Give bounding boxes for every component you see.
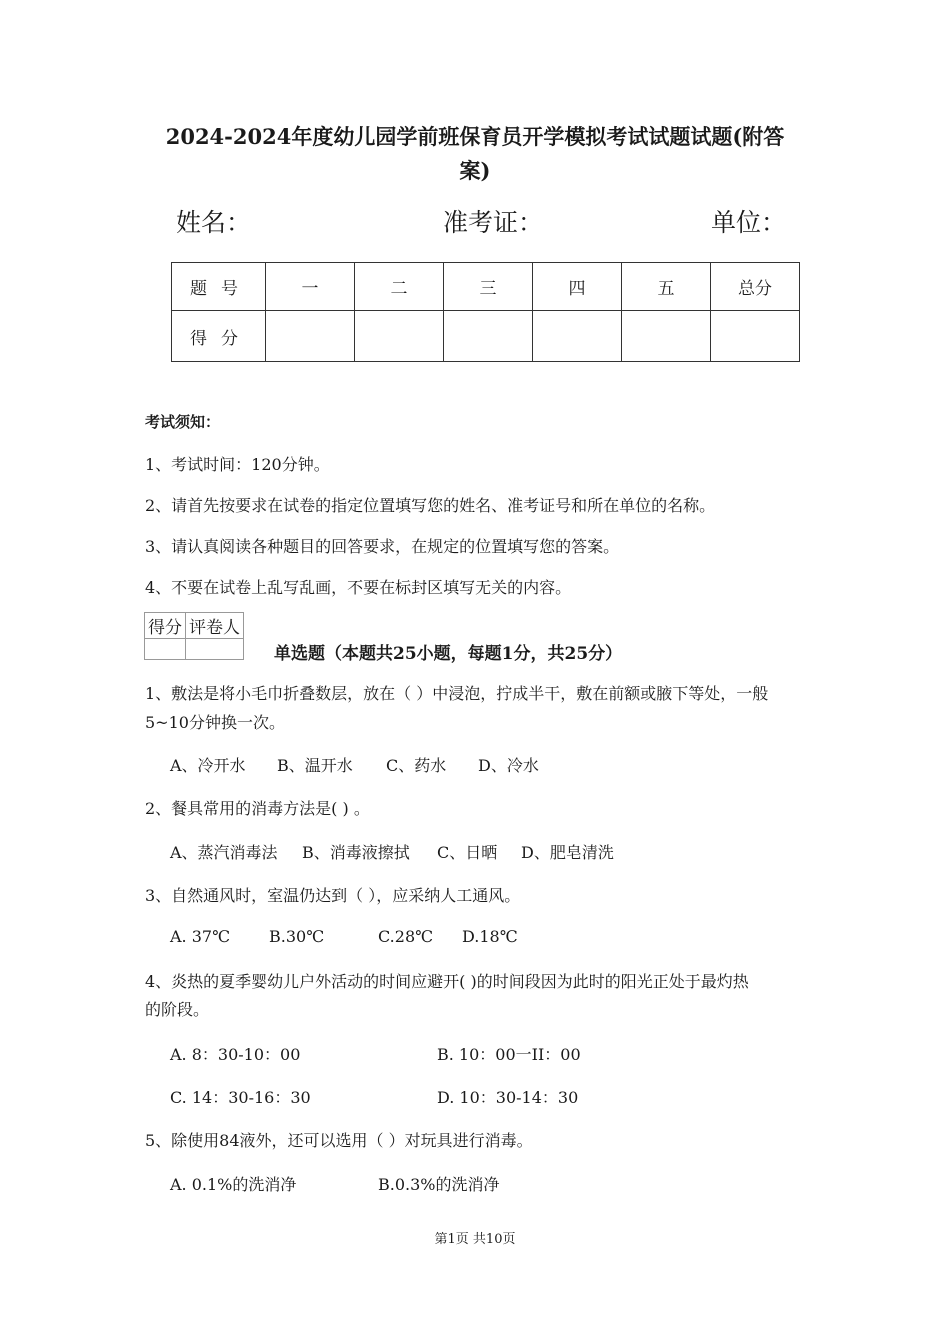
question-text: 5、除使用84液外，还可以选用（ ）对玩具进行消毒。 — [145, 1131, 533, 1150]
score-table — [171, 262, 800, 362]
score-cell-2[interactable] — [355, 311, 444, 362]
notice-item: 4、不要在试卷上乱写乱画，不要在标封区填写无关的内容。 — [145, 578, 572, 597]
question-text-continued: 的阶段。 — [145, 1000, 210, 1019]
page-footer: 第1页 共10页 — [434, 1232, 516, 1247]
question-option: D. 10：30-14：30 — [437, 1088, 579, 1107]
section-title: 单选题（本题共25小题，每题1分，共25分） — [274, 644, 623, 664]
question-text: 2、餐具常用的消毒方法是( ) 。 — [145, 799, 370, 818]
question-option: A. 37℃ — [170, 927, 230, 946]
score-cell-3[interactable] — [444, 311, 533, 362]
score-table-col: 三 — [444, 263, 533, 311]
question-option: D、肥皂清洗 — [521, 843, 614, 862]
question-option: B.0.3%的洗消净 — [378, 1175, 500, 1194]
grader-box — [144, 612, 244, 660]
question-option: C. 14：30-16：30 — [170, 1088, 311, 1107]
score-table-col: 二 — [355, 263, 444, 311]
question-option: A、冷开水 — [170, 756, 246, 775]
question-option: B.30℃ — [269, 927, 325, 946]
question-option: A. 8：30-10：00 — [170, 1045, 301, 1064]
score-table-row-label: 得分 — [172, 311, 266, 362]
grader-name-label: 评卷人 — [186, 613, 244, 639]
question-option: C、药水 — [386, 756, 447, 775]
score-table-score-row — [172, 311, 800, 362]
question-text-continued: 5~10分钟换一次。 — [145, 713, 285, 732]
question-text: 3、自然通风时，室温仍达到（ ），应采纳人工通风。 — [145, 886, 521, 905]
grader-score-cell[interactable] — [145, 639, 186, 660]
question-option: B、消毒液擦拭 — [302, 843, 410, 862]
notice-item: 2、请首先按要求在试卷的指定位置填写您的姓名、准考证号和所在单位的名称。 — [145, 496, 716, 515]
score-table-col: 四 — [533, 263, 622, 311]
grader-name-cell[interactable] — [186, 639, 244, 660]
score-cell-total[interactable] — [711, 311, 800, 362]
question-text: 4、炎热的夏季婴幼儿户外活动的时间应避开( )的时间段因为此时的阳光正处于最灼热 — [145, 972, 749, 991]
question-text: 1、敷法是将小毛巾折叠数层，放在（ ）中浸泡，拧成半干，敷在前额或腋下等处，一般 — [145, 684, 769, 703]
notice-title: 考试须知： — [145, 413, 221, 431]
question-option: A. 0.1%的洗消净 — [170, 1175, 297, 1194]
score-cell-5[interactable] — [622, 311, 711, 362]
question-option: D.18℃ — [462, 927, 518, 946]
question-option: A、蒸汽消毒法 — [170, 843, 278, 862]
notice-item: 3、请认真阅读各种题目的回答要求，在规定的位置填写您的答案。 — [145, 537, 620, 556]
document-title-line1: 2024-2024年度幼儿园学前班保育员开学模拟考试试题试题(附答 — [165, 124, 785, 149]
question-option: C.28℃ — [378, 927, 434, 946]
question-option: B. 10：00一II：00 — [437, 1045, 581, 1064]
exam-number-field-label: 准考证： — [443, 208, 544, 237]
score-cell-1[interactable] — [266, 311, 355, 362]
name-field-label: 姓名： — [176, 208, 252, 237]
question-option: D、冷水 — [478, 756, 539, 775]
notice-item: 1、考试时间：120分钟。 — [145, 455, 330, 474]
grader-score-label: 得分 — [145, 613, 186, 639]
score-table-col: 五 — [622, 263, 711, 311]
question-option: C、日晒 — [437, 843, 498, 862]
document-title-line2: 案) — [459, 158, 491, 183]
unit-field-label: 单位： — [711, 208, 787, 237]
score-table-header-row — [172, 263, 800, 311]
score-table-row-label: 题号 — [172, 263, 266, 311]
score-cell-4[interactable] — [533, 311, 622, 362]
score-table-col: 一 — [266, 263, 355, 311]
score-table-col: 总分 — [711, 263, 800, 311]
question-option: B、温开水 — [277, 756, 353, 775]
